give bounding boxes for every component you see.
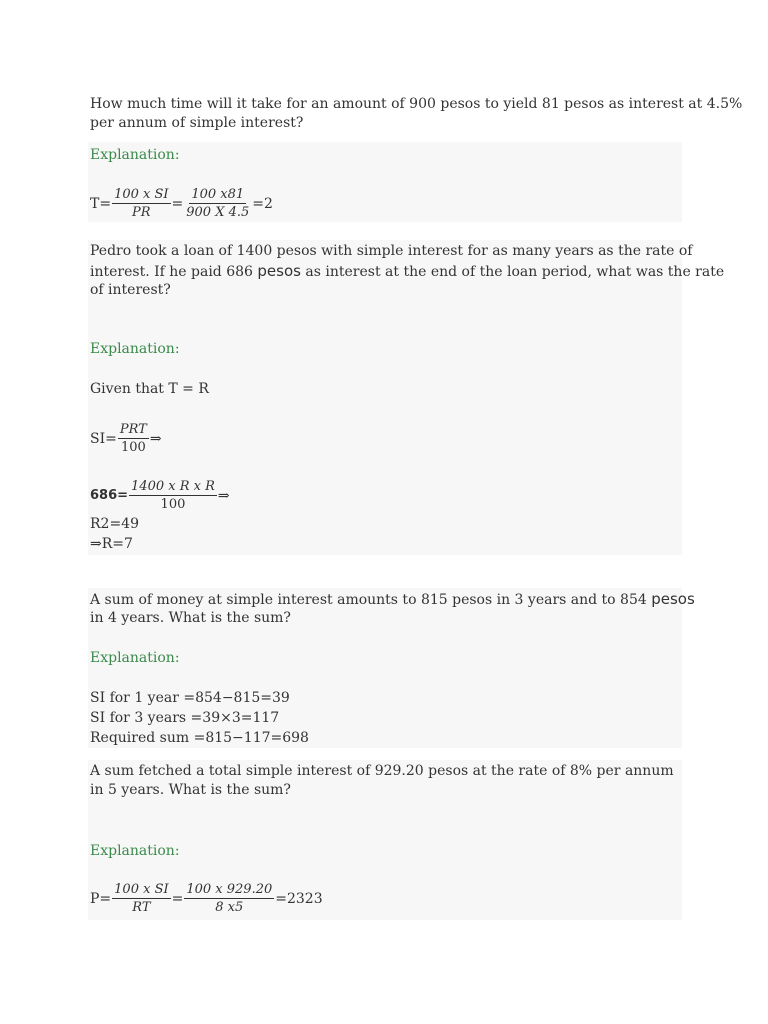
explanation-heading-2: Explanation: xyxy=(90,341,180,357)
formula-686 xyxy=(90,478,230,513)
question-3-text-a: A sum of money at simple interest amounts to 815 pesos in 3 years and to 854 xyxy=(90,592,652,608)
question-3-line-1 xyxy=(90,589,695,610)
question-2-line-1: Pedro took a loan of 1400 pesos with simple interest for as many years as the rate of xyxy=(90,243,693,259)
explanation-heading-1: Explanation: xyxy=(90,147,180,163)
fraction-numerator: PRT xyxy=(119,422,147,437)
question-2-line-3: of interest? xyxy=(90,282,171,298)
question-2-line-2 xyxy=(90,261,724,282)
fraction-numerator: 100 x SI xyxy=(114,187,169,202)
fraction-denominator: PR xyxy=(132,205,151,220)
question-4-line-1: A sum fetched a total simple interest of 929.20 pesos at the rate of 8% per annum xyxy=(90,763,674,779)
fraction-1 xyxy=(112,186,170,221)
explanation-heading-4: Explanation: xyxy=(90,843,180,859)
implies-arrow: ⇒ xyxy=(217,487,230,504)
formula-time xyxy=(90,186,273,221)
question-1-line-1: How much time will it take for an amount of 900 pesos to yield 81 pesos as interest at 4.5% xyxy=(90,96,743,112)
formula-lhs: T= xyxy=(90,195,112,212)
formula-si xyxy=(90,421,162,456)
implies-arrow: ⇒ xyxy=(149,430,162,447)
fraction-denominator: 100 xyxy=(160,497,186,512)
question-3-line-2: in 4 years. What is the sum? xyxy=(90,610,291,626)
fraction-denominator: 100 xyxy=(120,440,146,455)
step-2: SI for 3 years =39×3=117 xyxy=(90,710,280,726)
question-3-pesos-word: pesos xyxy=(651,590,695,608)
formula-principal xyxy=(90,881,323,916)
fraction-si xyxy=(118,421,149,456)
r-result-line: ⇒R=7 xyxy=(90,536,133,552)
formula-lhs: P= xyxy=(90,890,112,907)
fraction-2 xyxy=(184,186,251,221)
formula-lhs: 686= xyxy=(90,488,129,503)
fraction-numerator: 1400 x R x R xyxy=(131,479,215,494)
fraction-numerator: 100 x81 xyxy=(191,187,245,202)
fraction-numerator: 100 x 929.20 xyxy=(186,882,273,897)
formula-lhs: SI= xyxy=(90,430,117,447)
question-2-pesos-word: pesos xyxy=(257,262,301,280)
fraction-denominator: 8 x5 xyxy=(215,900,244,915)
question-2-text-c: as interest at the end of the loan period, what was the rate xyxy=(300,264,725,280)
equals-sign: = xyxy=(171,890,184,907)
given-text: Given that T = R xyxy=(90,381,209,397)
fraction-denominator: RT xyxy=(132,900,151,915)
step-1: SI for 1 year =854−815=39 xyxy=(90,690,290,706)
fraction-denominator: 900 X 4.5 xyxy=(186,205,250,220)
r-squared-line: R2=49 xyxy=(90,516,139,532)
fraction-686 xyxy=(129,478,217,513)
fraction-2 xyxy=(184,881,274,916)
fraction-1 xyxy=(112,881,170,916)
formula-result: =2 xyxy=(252,195,273,212)
equals-sign: = xyxy=(171,195,184,212)
question-4-line-2: in 5 years. What is the sum? xyxy=(90,782,291,798)
question-1-line-2: per annum of simple interest? xyxy=(90,115,304,131)
formula-result: =2323 xyxy=(275,890,323,907)
fraction-numerator: 100 x SI xyxy=(114,882,169,897)
explanation-heading-3: Explanation: xyxy=(90,650,180,666)
question-2-text-a: interest. If he paid 686 xyxy=(90,264,258,280)
step-3: Required sum =815−117=698 xyxy=(90,730,309,746)
